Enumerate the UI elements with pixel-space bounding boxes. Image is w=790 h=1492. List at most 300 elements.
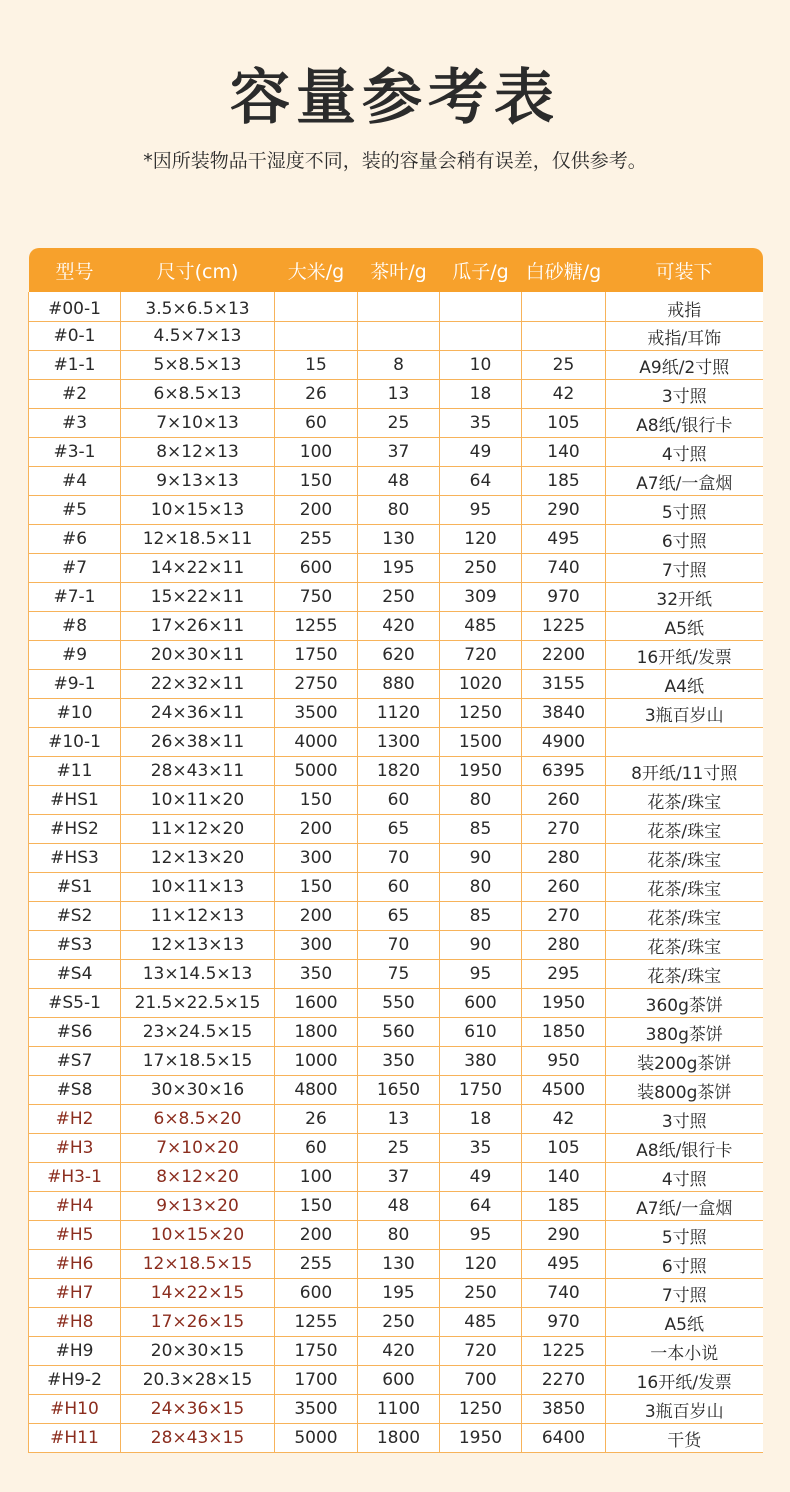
table-row (29, 641, 763, 670)
table-row (29, 351, 763, 380)
cell-tea: 195 (358, 1279, 440, 1308)
cell-model: #S1 (29, 873, 121, 902)
cell-fits: 16开纸/发票 (606, 1366, 763, 1395)
table-row (29, 525, 763, 554)
cell-sugar: 1850 (522, 1018, 606, 1047)
cell-sugar: 495 (522, 525, 606, 554)
cell-sugar: 950 (522, 1047, 606, 1076)
cell-size: 3.5×6.5×13 (121, 292, 275, 322)
cell-rice: 100 (275, 438, 358, 467)
cell-tea: 25 (358, 409, 440, 438)
cell-size: 12×13×20 (121, 844, 275, 873)
cell-size: 17×18.5×15 (121, 1047, 275, 1076)
cell-rice: 1750 (275, 641, 358, 670)
cell-sugar: 185 (522, 1192, 606, 1221)
table-row (29, 1105, 763, 1134)
cell-seeds: 1020 (440, 670, 522, 699)
cell-sugar: 1225 (522, 612, 606, 641)
cell-model: #9-1 (29, 670, 121, 699)
cell-seeds: 95 (440, 496, 522, 525)
cell-rice: 1255 (275, 1308, 358, 1337)
cell-model: #11 (29, 757, 121, 786)
cell-size: 21.5×22.5×15 (121, 989, 275, 1018)
cell-size: 28×43×15 (121, 1424, 275, 1453)
cell-rice: 3500 (275, 1395, 358, 1424)
cell-rice: 150 (275, 873, 358, 902)
cell-fits: 装200g茶饼 (606, 1047, 763, 1076)
cell-fits: A8纸/银行卡 (606, 409, 763, 438)
cell-model: #H2 (29, 1105, 121, 1134)
cell-tea: 8 (358, 351, 440, 380)
table-row (29, 670, 763, 699)
cell-size: 9×13×20 (121, 1192, 275, 1221)
cell-fits: 花茶/珠宝 (606, 786, 763, 815)
cell-seeds: 600 (440, 989, 522, 1018)
cell-model: #H10 (29, 1395, 121, 1424)
cell-sugar: 295 (522, 960, 606, 989)
cell-seeds: 80 (440, 873, 522, 902)
cell-rice: 60 (275, 409, 358, 438)
cell-rice: 200 (275, 902, 358, 931)
cell-seeds: 64 (440, 467, 522, 496)
cell-fits: 360g茶饼 (606, 989, 763, 1018)
cell-rice: 1750 (275, 1337, 358, 1366)
table-header-row (29, 248, 763, 292)
cell-sugar: 2200 (522, 641, 606, 670)
cell-fits: A5纸 (606, 1308, 763, 1337)
table-row (29, 728, 763, 757)
table-row (29, 554, 763, 583)
page-title: 容量参考表 (230, 63, 560, 133)
cell-model: #H9 (29, 1337, 121, 1366)
cell-seeds: 120 (440, 525, 522, 554)
cell-rice (275, 322, 358, 351)
cell-seeds: 85 (440, 902, 522, 931)
cell-fits: A5纸 (606, 612, 763, 641)
cell-rice: 1700 (275, 1366, 358, 1395)
cell-sugar: 25 (522, 351, 606, 380)
cell-model: #H7 (29, 1279, 121, 1308)
table-row (29, 699, 763, 728)
cell-sugar: 105 (522, 1134, 606, 1163)
cell-model: #H3-1 (29, 1163, 121, 1192)
cell-rice: 26 (275, 1105, 358, 1134)
cell-sugar: 740 (522, 554, 606, 583)
cell-model: #H8 (29, 1308, 121, 1337)
cell-model: #S6 (29, 1018, 121, 1047)
cell-seeds: 1750 (440, 1076, 522, 1105)
header-fits: 可装下 (606, 248, 763, 292)
cell-model: #H9-2 (29, 1366, 121, 1395)
cell-size: 30×30×16 (121, 1076, 275, 1105)
cell-fits: 3瓶百岁山 (606, 699, 763, 728)
table-row (29, 960, 763, 989)
cell-fits: A9纸/2寸照 (606, 351, 763, 380)
cell-sugar: 140 (522, 438, 606, 467)
cell-model: #S8 (29, 1076, 121, 1105)
cell-fits: A7纸/一盒烟 (606, 1192, 763, 1221)
cell-size: 12×13×13 (121, 931, 275, 960)
cell-tea: 80 (358, 496, 440, 525)
cell-rice: 3500 (275, 699, 358, 728)
table-row (29, 612, 763, 641)
cell-model: #H11 (29, 1424, 121, 1453)
cell-fits: 花茶/珠宝 (606, 815, 763, 844)
cell-rice: 255 (275, 525, 358, 554)
cell-sugar: 3155 (522, 670, 606, 699)
cell-fits: 16开纸/发票 (606, 641, 763, 670)
table-row (29, 1018, 763, 1047)
cell-tea (358, 322, 440, 351)
header-size: 尺寸(cm) (121, 248, 275, 292)
cell-tea: 75 (358, 960, 440, 989)
table-row (29, 1163, 763, 1192)
cell-size: 7×10×13 (121, 409, 275, 438)
cell-tea: 13 (358, 380, 440, 409)
table-row (29, 902, 763, 931)
cell-seeds: 250 (440, 554, 522, 583)
table-row (29, 583, 763, 612)
cell-rice: 200 (275, 496, 358, 525)
cell-tea: 80 (358, 1221, 440, 1250)
cell-seeds: 250 (440, 1279, 522, 1308)
table-row (29, 931, 763, 960)
cell-sugar: 260 (522, 786, 606, 815)
cell-tea: 1100 (358, 1395, 440, 1424)
cell-sugar (522, 292, 606, 322)
cell-rice: 2750 (275, 670, 358, 699)
cell-sugar: 270 (522, 902, 606, 931)
cell-model: #HS1 (29, 786, 121, 815)
cell-size: 8×12×20 (121, 1163, 275, 1192)
cell-size: 8×12×13 (121, 438, 275, 467)
disclaimer-note: *因所装物品干湿度不同，装的容量会稍有误差，仅供参考。 (143, 150, 647, 172)
table-row (29, 873, 763, 902)
cell-seeds (440, 292, 522, 322)
cell-size: 5×8.5×13 (121, 351, 275, 380)
cell-sugar: 970 (522, 583, 606, 612)
cell-fits: 7寸照 (606, 554, 763, 583)
cell-size: 10×15×13 (121, 496, 275, 525)
cell-sugar: 1225 (522, 1337, 606, 1366)
cell-fits: 7寸照 (606, 1279, 763, 1308)
cell-size: 14×22×15 (121, 1279, 275, 1308)
cell-sugar: 970 (522, 1308, 606, 1337)
table-row (29, 467, 763, 496)
cell-model: #S2 (29, 902, 121, 931)
cell-seeds: 49 (440, 1163, 522, 1192)
cell-sugar: 3840 (522, 699, 606, 728)
cell-seeds: 95 (440, 960, 522, 989)
cell-tea: 130 (358, 525, 440, 554)
cell-fits: A7纸/一盒烟 (606, 467, 763, 496)
cell-sugar: 290 (522, 1221, 606, 1250)
cell-model: #00-1 (29, 292, 121, 322)
table-row (29, 380, 763, 409)
cell-seeds: 1250 (440, 1395, 522, 1424)
cell-size: 4.5×7×13 (121, 322, 275, 351)
table-row (29, 1221, 763, 1250)
cell-fits: A8纸/银行卡 (606, 1134, 763, 1163)
table-row (29, 1134, 763, 1163)
cell-sugar: 105 (522, 409, 606, 438)
cell-tea: 70 (358, 844, 440, 873)
cell-sugar: 140 (522, 1163, 606, 1192)
cell-tea: 37 (358, 1163, 440, 1192)
cell-fits: 干货 (606, 1424, 763, 1453)
cell-model: #H6 (29, 1250, 121, 1279)
cell-model: #HS2 (29, 815, 121, 844)
cell-seeds: 1950 (440, 757, 522, 786)
cell-seeds: 95 (440, 1221, 522, 1250)
cell-fits: 花茶/珠宝 (606, 873, 763, 902)
cell-tea: 195 (358, 554, 440, 583)
cell-tea: 550 (358, 989, 440, 1018)
cell-size: 17×26×11 (121, 612, 275, 641)
cell-size: 20×30×11 (121, 641, 275, 670)
cell-size: 13×14.5×13 (121, 960, 275, 989)
cell-sugar: 740 (522, 1279, 606, 1308)
cell-size: 14×22×11 (121, 554, 275, 583)
cell-rice: 350 (275, 960, 358, 989)
cell-size: 10×11×20 (121, 786, 275, 815)
capacity-table-container (28, 248, 762, 1453)
cell-rice: 600 (275, 1279, 358, 1308)
cell-rice: 300 (275, 844, 358, 873)
cell-tea: 420 (358, 1337, 440, 1366)
cell-tea: 250 (358, 1308, 440, 1337)
cell-model: #S7 (29, 1047, 121, 1076)
cell-tea: 25 (358, 1134, 440, 1163)
capacity-table (28, 248, 763, 1453)
cell-sugar: 6395 (522, 757, 606, 786)
table-row (29, 1076, 763, 1105)
table-row (29, 815, 763, 844)
cell-size: 24×36×11 (121, 699, 275, 728)
table-row (29, 1337, 763, 1366)
table-row (29, 757, 763, 786)
cell-size: 7×10×20 (121, 1134, 275, 1163)
cell-model: #S4 (29, 960, 121, 989)
cell-rice: 150 (275, 786, 358, 815)
cell-tea: 130 (358, 1250, 440, 1279)
cell-fits: 3瓶百岁山 (606, 1395, 763, 1424)
cell-model: #3-1 (29, 438, 121, 467)
header-seeds: 瓜子/g (440, 248, 522, 292)
cell-model: #S5-1 (29, 989, 121, 1018)
cell-seeds: 120 (440, 1250, 522, 1279)
cell-fits: 3寸照 (606, 1105, 763, 1134)
cell-model: #10-1 (29, 728, 121, 757)
table-row (29, 786, 763, 815)
cell-size: 11×12×13 (121, 902, 275, 931)
cell-model: #8 (29, 612, 121, 641)
cell-rice: 5000 (275, 1424, 358, 1453)
cell-seeds: 1500 (440, 728, 522, 757)
cell-tea: 560 (358, 1018, 440, 1047)
cell-sugar: 185 (522, 467, 606, 496)
cell-model: #5 (29, 496, 121, 525)
cell-tea: 250 (358, 583, 440, 612)
cell-size: 9×13×13 (121, 467, 275, 496)
cell-seeds: 720 (440, 1337, 522, 1366)
cell-fits: 380g茶饼 (606, 1018, 763, 1047)
cell-size: 26×38×11 (121, 728, 275, 757)
cell-fits: 一本小说 (606, 1337, 763, 1366)
cell-rice: 1000 (275, 1047, 358, 1076)
table-row (29, 438, 763, 467)
cell-tea: 1800 (358, 1424, 440, 1453)
cell-seeds: 64 (440, 1192, 522, 1221)
cell-fits: 戒指/耳饰 (606, 322, 763, 351)
table-row (29, 1279, 763, 1308)
cell-fits: 花茶/珠宝 (606, 960, 763, 989)
cell-seeds: 720 (440, 641, 522, 670)
cell-seeds: 485 (440, 612, 522, 641)
cell-tea: 620 (358, 641, 440, 670)
cell-rice: 4000 (275, 728, 358, 757)
table-row (29, 322, 763, 351)
cell-rice (275, 292, 358, 322)
cell-model: #4 (29, 467, 121, 496)
table-row (29, 1192, 763, 1221)
cell-model: #7-1 (29, 583, 121, 612)
cell-rice: 150 (275, 1192, 358, 1221)
cell-rice: 100 (275, 1163, 358, 1192)
cell-rice: 300 (275, 931, 358, 960)
cell-tea: 37 (358, 438, 440, 467)
cell-tea: 65 (358, 902, 440, 931)
cell-sugar: 4500 (522, 1076, 606, 1105)
cell-model: #H3 (29, 1134, 121, 1163)
cell-size: 17×26×15 (121, 1308, 275, 1337)
cell-rice: 5000 (275, 757, 358, 786)
cell-sugar: 6400 (522, 1424, 606, 1453)
table-row (29, 989, 763, 1018)
cell-seeds: 380 (440, 1047, 522, 1076)
cell-size: 12×18.5×11 (121, 525, 275, 554)
cell-sugar: 3850 (522, 1395, 606, 1424)
cell-fits: 4寸照 (606, 1163, 763, 1192)
cell-model: #1-1 (29, 351, 121, 380)
cell-model: #7 (29, 554, 121, 583)
cell-rice: 750 (275, 583, 358, 612)
table-row (29, 1308, 763, 1337)
table-row (29, 1424, 763, 1453)
cell-seeds: 10 (440, 351, 522, 380)
cell-model: #0-1 (29, 322, 121, 351)
cell-size: 10×15×20 (121, 1221, 275, 1250)
cell-fits: 装800g茶饼 (606, 1076, 763, 1105)
cell-seeds (440, 322, 522, 351)
table-row (29, 409, 763, 438)
cell-size: 6×8.5×20 (121, 1105, 275, 1134)
cell-size: 15×22×11 (121, 583, 275, 612)
cell-tea: 70 (358, 931, 440, 960)
cell-tea: 350 (358, 1047, 440, 1076)
cell-fits: 6寸照 (606, 1250, 763, 1279)
cell-seeds: 85 (440, 815, 522, 844)
cell-sugar: 42 (522, 380, 606, 409)
cell-rice: 200 (275, 1221, 358, 1250)
cell-rice: 26 (275, 380, 358, 409)
cell-fits: 4寸照 (606, 438, 763, 467)
cell-fits: 8开纸/11寸照 (606, 757, 763, 786)
cell-size: 23×24.5×15 (121, 1018, 275, 1047)
cell-rice: 1800 (275, 1018, 358, 1047)
cell-model: #S3 (29, 931, 121, 960)
cell-tea: 1820 (358, 757, 440, 786)
cell-tea: 60 (358, 873, 440, 902)
cell-size: 20×30×15 (121, 1337, 275, 1366)
cell-rice: 15 (275, 351, 358, 380)
cell-model: #6 (29, 525, 121, 554)
cell-seeds: 35 (440, 1134, 522, 1163)
cell-seeds: 485 (440, 1308, 522, 1337)
cell-tea: 1120 (358, 699, 440, 728)
cell-fits: 6寸照 (606, 525, 763, 554)
cell-sugar: 260 (522, 873, 606, 902)
cell-sugar: 280 (522, 844, 606, 873)
cell-seeds: 610 (440, 1018, 522, 1047)
cell-rice: 1255 (275, 612, 358, 641)
cell-sugar: 4900 (522, 728, 606, 757)
table-row (29, 292, 763, 322)
table-row (29, 1395, 763, 1424)
cell-sugar: 290 (522, 496, 606, 525)
cell-size: 22×32×11 (121, 670, 275, 699)
table-row (29, 1366, 763, 1395)
cell-size: 10×11×13 (121, 873, 275, 902)
cell-fits: 戒指 (606, 292, 763, 322)
cell-rice: 60 (275, 1134, 358, 1163)
cell-tea: 65 (358, 815, 440, 844)
cell-seeds: 1950 (440, 1424, 522, 1453)
cell-seeds: 700 (440, 1366, 522, 1395)
cell-fits: 5寸照 (606, 496, 763, 525)
cell-sugar: 280 (522, 931, 606, 960)
cell-fits: 花茶/珠宝 (606, 844, 763, 873)
cell-seeds: 1250 (440, 699, 522, 728)
cell-tea: 600 (358, 1366, 440, 1395)
cell-rice: 255 (275, 1250, 358, 1279)
cell-size: 12×18.5×15 (121, 1250, 275, 1279)
table-body (29, 292, 763, 1453)
cell-seeds: 90 (440, 931, 522, 960)
cell-tea: 1650 (358, 1076, 440, 1105)
cell-sugar (522, 322, 606, 351)
cell-fits (606, 728, 763, 757)
cell-model: #HS3 (29, 844, 121, 873)
cell-tea: 13 (358, 1105, 440, 1134)
cell-model: #H5 (29, 1221, 121, 1250)
cell-sugar: 42 (522, 1105, 606, 1134)
cell-rice: 1600 (275, 989, 358, 1018)
cell-fits: A4纸 (606, 670, 763, 699)
cell-tea: 60 (358, 786, 440, 815)
cell-fits: 3寸照 (606, 380, 763, 409)
cell-model: #9 (29, 641, 121, 670)
cell-sugar: 270 (522, 815, 606, 844)
cell-fits: 32开纸 (606, 583, 763, 612)
cell-seeds: 309 (440, 583, 522, 612)
cell-tea: 420 (358, 612, 440, 641)
cell-seeds: 35 (440, 409, 522, 438)
cell-size: 20.3×28×15 (121, 1366, 275, 1395)
cell-model: #H4 (29, 1192, 121, 1221)
table-row (29, 1047, 763, 1076)
cell-fits: 花茶/珠宝 (606, 902, 763, 931)
